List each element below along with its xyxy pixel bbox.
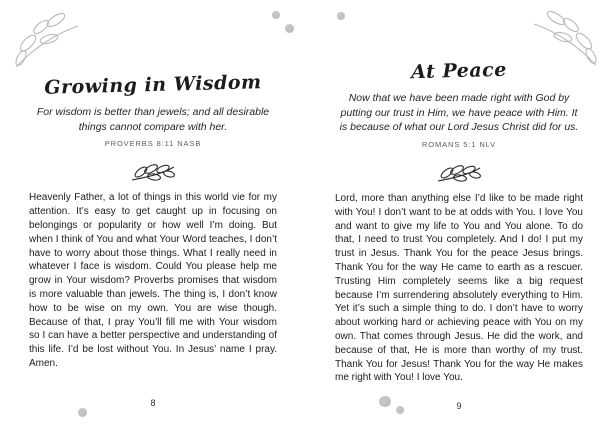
prayer-text: Heavenly Father, a lot of things in this world vie for my attention. It’s easy to get caught up in focusing on belongings or popularity or how well I’m doing. But when I think of You and what Your Word teaches, I don’t have to worry about those things. What I really need in whatever I face is wisdom. Could You please help me grow in Your wisdom? Proverbs promises that wisdom is more valuable than jewels. The thing is, I don’t know how to be wise on my own. You are wise though. Because of that, I pray You’ll fill me with Your wisdom so I can have a better perspective and understanding of this life. I’d be lost without You. In Jesus’ name I pray. Amen. (29, 192, 277, 369)
scripture-verse: For wisdom is better than jewels; and all desirable things cannot compare with her. (36, 106, 270, 133)
leaf-sprig-divider-icon (335, 158, 583, 185)
page-title: At Peace (410, 58, 508, 84)
scripture-reference: ROMANS 5:1 NLV (421, 140, 497, 150)
scripture-reference: PROVERBS 8:11 NASB (104, 139, 202, 149)
page-number: 8 (150, 398, 156, 408)
leaf-sprig-divider-icon (29, 157, 277, 184)
prayer-text: Lord, more than anything else I’d like to be made right with You! I don’t want to be at odds with You. I love You and want to give my life to You and You alone. To do that, I need to trust You completely. And I do! I put my trust in Jesus. Thank You for the peace Jesus brings. Thank You for the way He came to earth as a rescuer. Trusting Him completely seems like a big request because I’m surrendering absolutely everything to Him. Yet it’s such a simple thing to do. I don’t have to worry about working hard or achieving peace with You on my own. That comes through Jesus. He did the work, and because of that, He is more than worthy of my trust. Thank You for Jesus! Thank You for the way He makes me right with You! I love You. (335, 193, 583, 384)
page-title: Growing in Wisdom (44, 71, 262, 99)
page-number: 9 (456, 401, 462, 411)
page-right (306, 0, 612, 432)
scripture-verse: Now that we have been made right with God by putting our trust in Him, we have peace with Him. It is because of what our Lord Jesus Christ did for us. (339, 92, 579, 134)
